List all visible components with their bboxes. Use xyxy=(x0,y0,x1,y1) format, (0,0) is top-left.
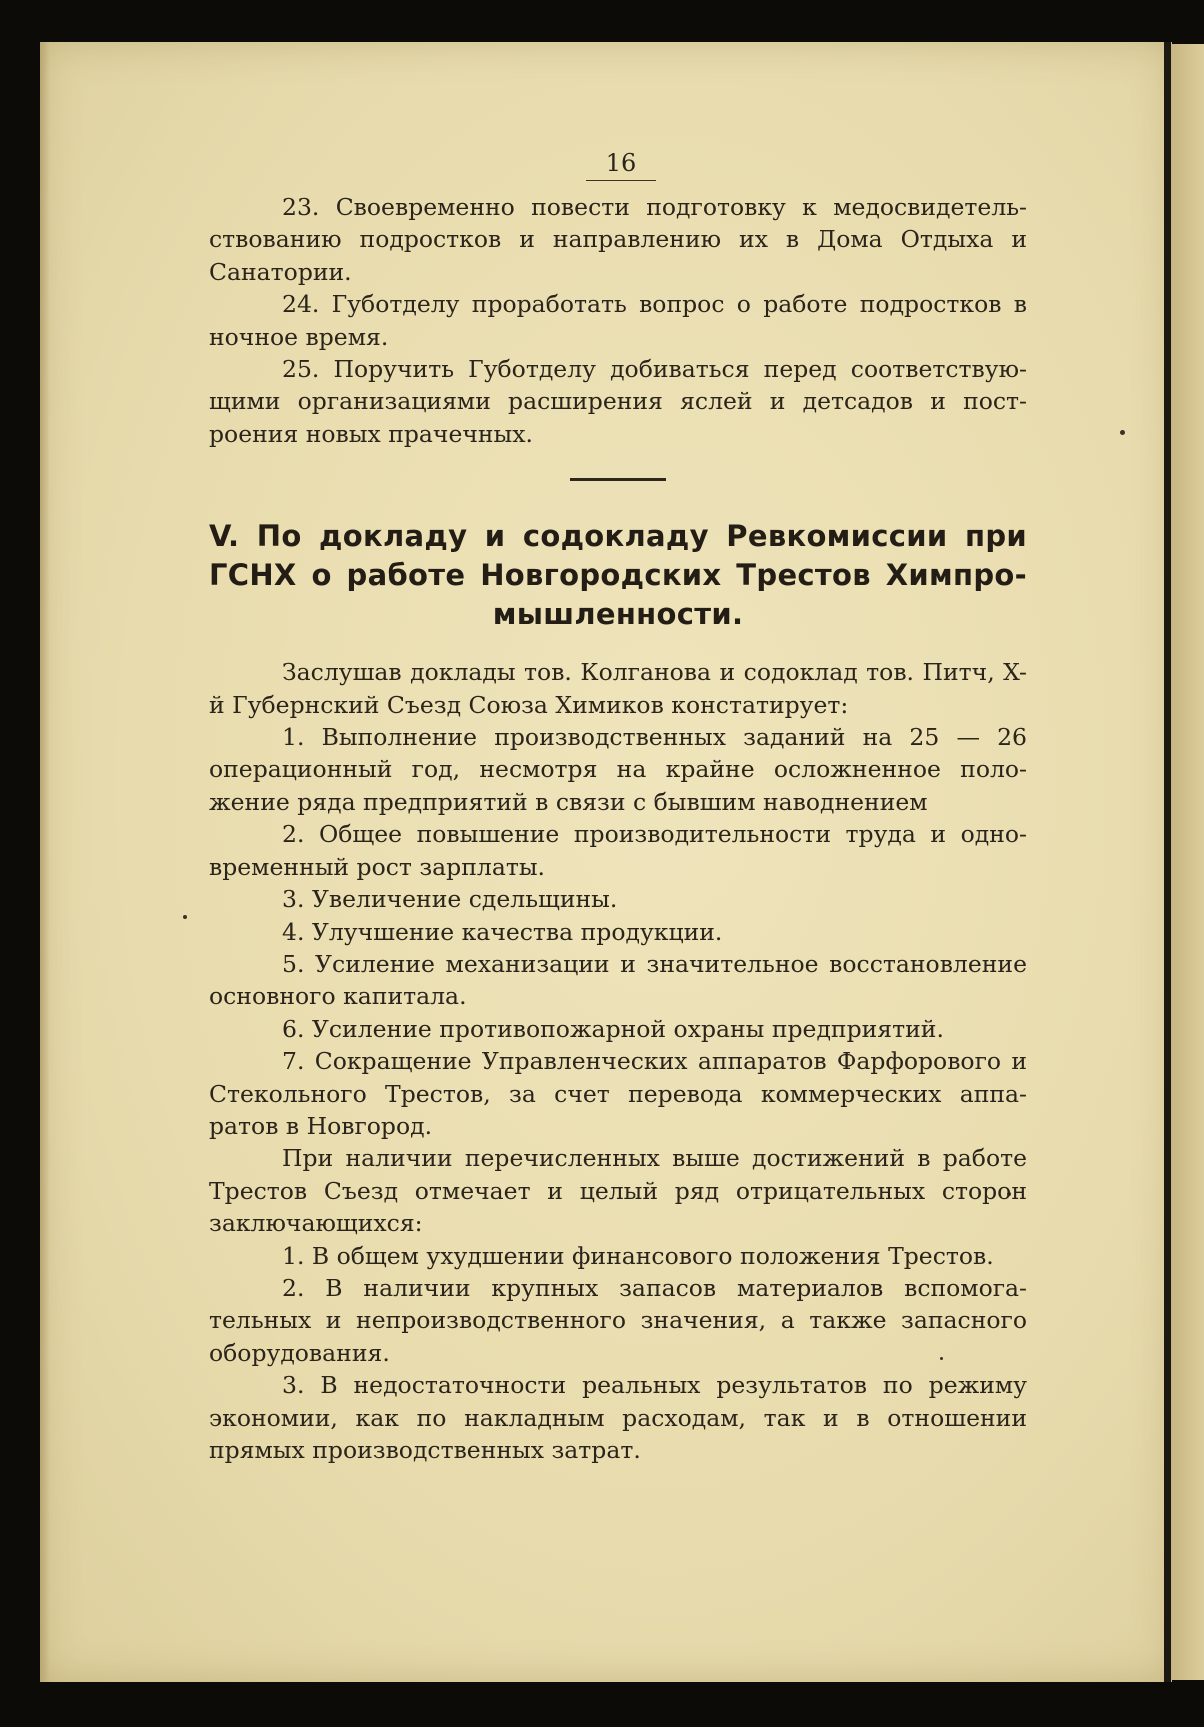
page-number: 16 xyxy=(586,148,656,181)
intro-paragraph: Заслушав доклады тов. Колганова и содоклад тов. Питч, X-й Губернский Съезд Союза Химиков констатирует: xyxy=(209,658,1027,719)
list-item: 3. Увеличение сдельщины. xyxy=(282,885,618,914)
section-divider xyxy=(570,478,666,481)
page-content xyxy=(209,148,1027,1466)
list-item: 6. Усиление противопожарной охраны предприятий. xyxy=(282,1014,944,1043)
list-item: 5. Усиление механизации и значительное восстановление основного капитала. xyxy=(209,949,1027,1011)
page-edge-shadow xyxy=(40,42,50,1682)
list-item: 25. Поручить Губотделу добиваться перед соответствую-щими организациями расширения яслей и детсадов и пост-роения новых прачечных. xyxy=(209,355,1027,448)
list-item: 1. В общем ухудшении финансового положения Трестов. xyxy=(282,1241,994,1270)
adjacent-page-edge xyxy=(1171,44,1204,1680)
transition-paragraph: При наличии перечисленных выше достижений в работе Трестов Съезд отмечает и целый ряд отрицательных сторон заключающихся: xyxy=(209,1144,1027,1238)
list-item: 1. Выполнение производственных заданий на 25 — 26 операционный год, несмотря на крайне осложненное поло-жение ряда предприятий в связи с бывшим наводнением xyxy=(209,723,1027,816)
book-spine xyxy=(1164,42,1171,1682)
list-item: 7. Сокращение Управленческих аппаратов Фарфорового и Стекольного Трестов, за счет перевода коммерческих аппа-ратов в Новгород. xyxy=(209,1047,1027,1140)
section-heading: V. По докладу и содокладу Ревкомиссии при ГСНХ о работе Новгородских Трестов Химпро-мышленности. xyxy=(209,519,1027,632)
list-item: 2. В наличии крупных запасов материалов вспомога-тельных и непроизводственного значения, а также запасного оборудования. xyxy=(209,1273,1027,1367)
list-item: 23. Своевременно повести подготовку к медосвидетель-ствованию подростков и направлению их в Дома Отдыха и Санатории. xyxy=(209,193,1027,286)
top-items-list xyxy=(209,191,1027,450)
list-item: 2. Общее повышение производительности труда и одно-временный рост зарплаты. xyxy=(209,820,1027,881)
list-item: 24. Губотделу проработать вопрос о работе подростков в ночное время. xyxy=(209,290,1027,351)
list-item: 3. В недостаточности реальных результатов по режиму экономии, как по накладным расходам, так и в отношении прямых производственных затрат. xyxy=(209,1371,1027,1464)
paper-speck xyxy=(1120,430,1125,435)
paper-speck xyxy=(183,915,187,919)
achievements-list xyxy=(209,721,1027,1142)
list-item: 4. Улучшение качества продукции. xyxy=(282,917,723,946)
negatives-list xyxy=(209,1240,1027,1467)
